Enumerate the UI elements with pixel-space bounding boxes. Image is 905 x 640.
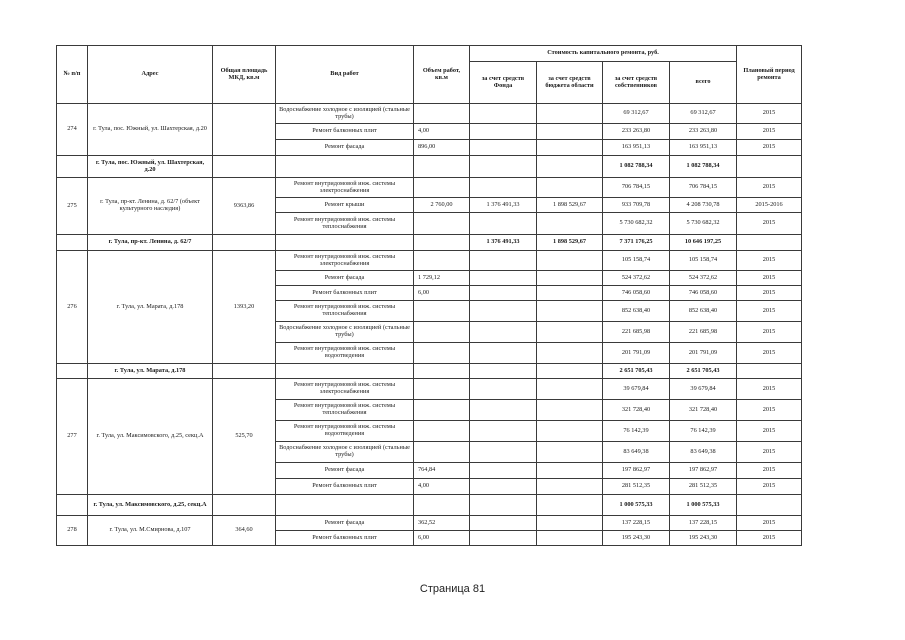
page-number: Страница 81 (419, 583, 486, 595)
work-type: Ремонт внутридомовой инж. системы теплоснабжения (276, 400, 414, 421)
header-owners: за счет средств собственников (603, 62, 670, 104)
cost-fund (470, 442, 537, 463)
cost-owners: 746 058,60 (603, 286, 670, 301)
total-owners: 1 000 575,33 (603, 495, 670, 516)
repair-period: 2015 (737, 463, 802, 479)
work-volume (414, 400, 470, 421)
repair-period: 2015 (737, 400, 802, 421)
house-area: 364,60 (213, 516, 276, 546)
work-volume (414, 178, 470, 198)
cost-fund (470, 322, 537, 343)
cost-owners: 233 263,80 (603, 124, 670, 140)
total-address: г. Тула, пр-кт. Ленина, д. 62/7 (88, 235, 213, 251)
total-address: г. Тула, ул. Максимовского, д.25, секц.А (88, 495, 213, 516)
cost-fund (470, 286, 537, 301)
work-volume (414, 104, 470, 124)
total-row (57, 156, 802, 178)
repair-period: 2015 (737, 271, 802, 286)
cost-fund (470, 178, 537, 198)
repair-period: 2015 (737, 124, 802, 140)
cost-budget (537, 140, 603, 156)
total-fund (470, 364, 537, 379)
cost-budget (537, 379, 603, 400)
cost-budget (537, 400, 603, 421)
total-address: г. Тула, пос. Южный, ул. Шахтерская, д.20 (88, 156, 213, 178)
work-volume: 362,52 (414, 516, 470, 531)
work-type: Ремонт внутридомовой инж. системы электроснабжения (276, 178, 414, 198)
cost-total: 197 862,97 (670, 463, 737, 479)
header-total: всего (670, 62, 737, 104)
work-volume: 2 760,00 (414, 198, 470, 213)
work-volume (414, 322, 470, 343)
cost-owners: 163 951,13 (603, 140, 670, 156)
total-budget: 1 898 529,67 (537, 235, 603, 251)
work-type: Ремонт балконных плит (276, 479, 414, 495)
work-volume (414, 379, 470, 400)
cost-budget (537, 343, 603, 364)
house-address: г. Тула, ул. М.Смирнова, д.107 (88, 516, 213, 546)
total-address: г. Тула, ул. Марата, д.178 (88, 364, 213, 379)
cost-owners: 321 728,40 (603, 400, 670, 421)
header-area: Общая площадь МКД, кв.м (213, 46, 276, 104)
work-volume: 6,00 (414, 286, 470, 301)
total-sum: 1 000 575,33 (670, 495, 737, 516)
work-volume: 4,00 (414, 124, 470, 140)
total-fund (470, 495, 537, 516)
cost-budget (537, 531, 603, 546)
cost-owners: 69 312,67 (603, 104, 670, 124)
cost-total: 524 372,62 (670, 271, 737, 286)
work-type: Ремонт внутридомовой инж. системы электроснабжения (276, 379, 414, 400)
house-num: 276 (57, 251, 88, 364)
capital-repair-table (56, 45, 802, 546)
cost-total: 321 728,40 (670, 400, 737, 421)
cost-budget: 1 898 529,67 (537, 198, 603, 213)
work-volume: 6,00 (414, 531, 470, 546)
work-volume: 4,00 (414, 479, 470, 495)
work-type: Водоснабжение холодное с изоляцией (стальные трубы) (276, 442, 414, 463)
house-area: 9363,86 (213, 178, 276, 235)
total-budget (537, 495, 603, 516)
cost-budget (537, 124, 603, 140)
repair-period: 2015 (737, 104, 802, 124)
total-owners: 2 651 705,43 (603, 364, 670, 379)
cost-total: 76 142,39 (670, 421, 737, 442)
house-num: 275 (57, 178, 88, 235)
total-owners: 1 082 788,34 (603, 156, 670, 178)
table-row (57, 178, 802, 198)
cost-owners: 524 372,62 (603, 271, 670, 286)
table-row (57, 516, 802, 531)
cost-owners: 105 158,74 (603, 251, 670, 271)
cost-fund (470, 516, 537, 531)
cost-total: 852 638,40 (670, 301, 737, 322)
total-row (57, 495, 802, 516)
work-type: Ремонт внутридомовой инж. системы водоотведения (276, 421, 414, 442)
header-address: Адрес (88, 46, 213, 104)
total-budget (537, 364, 603, 379)
work-type: Водоснабжение холодное с изоляцией (стальные трубы) (276, 104, 414, 124)
cost-budget (537, 271, 603, 286)
cost-owners: 76 142,39 (603, 421, 670, 442)
header-work: Вид работ (276, 46, 414, 104)
cost-fund (470, 124, 537, 140)
cost-budget (537, 479, 603, 495)
total-row (57, 235, 802, 251)
table-row (57, 379, 802, 400)
house-num: 278 (57, 516, 88, 546)
work-type: Ремонт фасада (276, 516, 414, 531)
cost-owners: 83 649,38 (603, 442, 670, 463)
cost-budget (537, 286, 603, 301)
cost-total: 5 730 682,32 (670, 213, 737, 235)
total-fund (470, 156, 537, 178)
cost-fund (470, 343, 537, 364)
cost-total: 137 228,15 (670, 516, 737, 531)
house-area: 525,70 (213, 379, 276, 495)
work-type: Ремонт внутридомовой инж. системы водоотведения (276, 343, 414, 364)
cost-total: 201 791,09 (670, 343, 737, 364)
cost-budget (537, 178, 603, 198)
cost-fund (470, 271, 537, 286)
repair-period: 2015 (737, 531, 802, 546)
work-volume (414, 301, 470, 322)
cost-fund (470, 140, 537, 156)
repair-period: 2015 (737, 516, 802, 531)
header-budget: за счет средств бюджета области (537, 62, 603, 104)
cost-owners: 5 730 682,32 (603, 213, 670, 235)
cost-total: 39 679,84 (670, 379, 737, 400)
cost-total: 281 512,35 (670, 479, 737, 495)
cost-total: 4 208 730,78 (670, 198, 737, 213)
work-volume: 764,84 (414, 463, 470, 479)
cost-budget (537, 301, 603, 322)
work-volume (414, 213, 470, 235)
cost-fund (470, 463, 537, 479)
cost-budget (537, 251, 603, 271)
house-area (213, 104, 276, 156)
repair-period: 2015 (737, 479, 802, 495)
cost-total: 233 263,80 (670, 124, 737, 140)
work-type: Ремонт внутридомовой инж. системы теплоснабжения (276, 301, 414, 322)
header-cost-group: Стоимость капитального ремонта, руб. (470, 46, 737, 62)
cost-budget (537, 516, 603, 531)
cost-owners: 197 862,97 (603, 463, 670, 479)
house-num: 274 (57, 104, 88, 156)
cost-fund (470, 213, 537, 235)
house-area: 1393,20 (213, 251, 276, 364)
cost-fund (470, 379, 537, 400)
cost-total: 221 685,98 (670, 322, 737, 343)
cost-total: 69 312,67 (670, 104, 737, 124)
cost-total: 83 649,38 (670, 442, 737, 463)
work-type: Ремонт фасада (276, 463, 414, 479)
repair-period: 2015-2016 (737, 198, 802, 213)
total-row (57, 364, 802, 379)
cost-fund (470, 479, 537, 495)
cost-total: 195 243,30 (670, 531, 737, 546)
cost-budget (537, 442, 603, 463)
cost-owners: 39 679,84 (603, 379, 670, 400)
repair-period: 2015 (737, 343, 802, 364)
repair-period: 2015 (737, 140, 802, 156)
table-row (57, 251, 802, 271)
repair-period: 2015 (737, 322, 802, 343)
work-type: Водоснабжение холодное с изоляцией (стальные трубы) (276, 322, 414, 343)
cost-owners: 221 685,98 (603, 322, 670, 343)
repair-period: 2015 (737, 421, 802, 442)
work-type: Ремонт внутридомовой инж. системы теплоснабжения (276, 213, 414, 235)
cost-owners: 137 228,15 (603, 516, 670, 531)
cost-owners: 201 791,09 (603, 343, 670, 364)
cost-owners: 852 638,40 (603, 301, 670, 322)
work-type: Ремонт балконных плит (276, 124, 414, 140)
cost-fund (470, 104, 537, 124)
cost-total: 105 158,74 (670, 251, 737, 271)
work-type: Ремонт балконных плит (276, 286, 414, 301)
work-type: Ремонт внутридомовой инж. системы электроснабжения (276, 251, 414, 271)
repair-period: 2015 (737, 178, 802, 198)
work-volume (414, 421, 470, 442)
repair-period: 2015 (737, 213, 802, 235)
repair-period: 2015 (737, 301, 802, 322)
cost-budget (537, 322, 603, 343)
work-volume (414, 251, 470, 271)
total-owners: 7 371 176,25 (603, 235, 670, 251)
total-budget (537, 156, 603, 178)
repair-period: 2015 (737, 251, 802, 271)
cost-fund (470, 531, 537, 546)
total-sum: 1 082 788,34 (670, 156, 737, 178)
work-type: Ремонт фасада (276, 140, 414, 156)
cost-owners: 933 709,78 (603, 198, 670, 213)
cost-total: 706 784,15 (670, 178, 737, 198)
work-type: Ремонт фасада (276, 271, 414, 286)
repair-period: 2015 (737, 442, 802, 463)
header-fund: за счет средств Фонда (470, 62, 537, 104)
house-address: г. Тула, пос. Южный, ул. Шахтерская, д.20 (88, 104, 213, 156)
cost-fund (470, 301, 537, 322)
cost-total: 163 951,13 (670, 140, 737, 156)
header-num: № п/п (57, 46, 88, 104)
cost-budget (537, 213, 603, 235)
cost-owners: 706 784,15 (603, 178, 670, 198)
cost-fund: 1 376 491,33 (470, 198, 537, 213)
cost-fund (470, 400, 537, 421)
house-address: г. Тула, ул. Максимовского, д.25, секц.А (88, 379, 213, 495)
total-sum: 10 646 197,25 (670, 235, 737, 251)
repair-period: 2015 (737, 379, 802, 400)
house-num: 277 (57, 379, 88, 495)
total-fund: 1 376 491,33 (470, 235, 537, 251)
house-address: г. Тула, пр-кт. Ленина, д. 62/7 (объект культурного наследия) (88, 178, 213, 235)
cost-budget (537, 463, 603, 479)
work-volume (414, 442, 470, 463)
work-volume: 1 729,12 (414, 271, 470, 286)
repair-period: 2015 (737, 286, 802, 301)
work-type: Ремонт балконных плит (276, 531, 414, 546)
work-volume (414, 343, 470, 364)
work-volume: 896,00 (414, 140, 470, 156)
cost-total: 746 058,60 (670, 286, 737, 301)
cost-budget (537, 421, 603, 442)
cost-fund (470, 421, 537, 442)
header-volume: Объем работ, кв.м (414, 46, 470, 104)
work-type: Ремонт крыши (276, 198, 414, 213)
header-period: Плановый период ремонта (737, 46, 802, 104)
cost-owners: 281 512,35 (603, 479, 670, 495)
cost-budget (537, 104, 603, 124)
table-row (57, 104, 802, 124)
total-sum: 2 651 705,43 (670, 364, 737, 379)
cost-fund (470, 251, 537, 271)
house-address: г. Тула, ул. Марата, д.178 (88, 251, 213, 364)
cost-owners: 195 243,30 (603, 531, 670, 546)
